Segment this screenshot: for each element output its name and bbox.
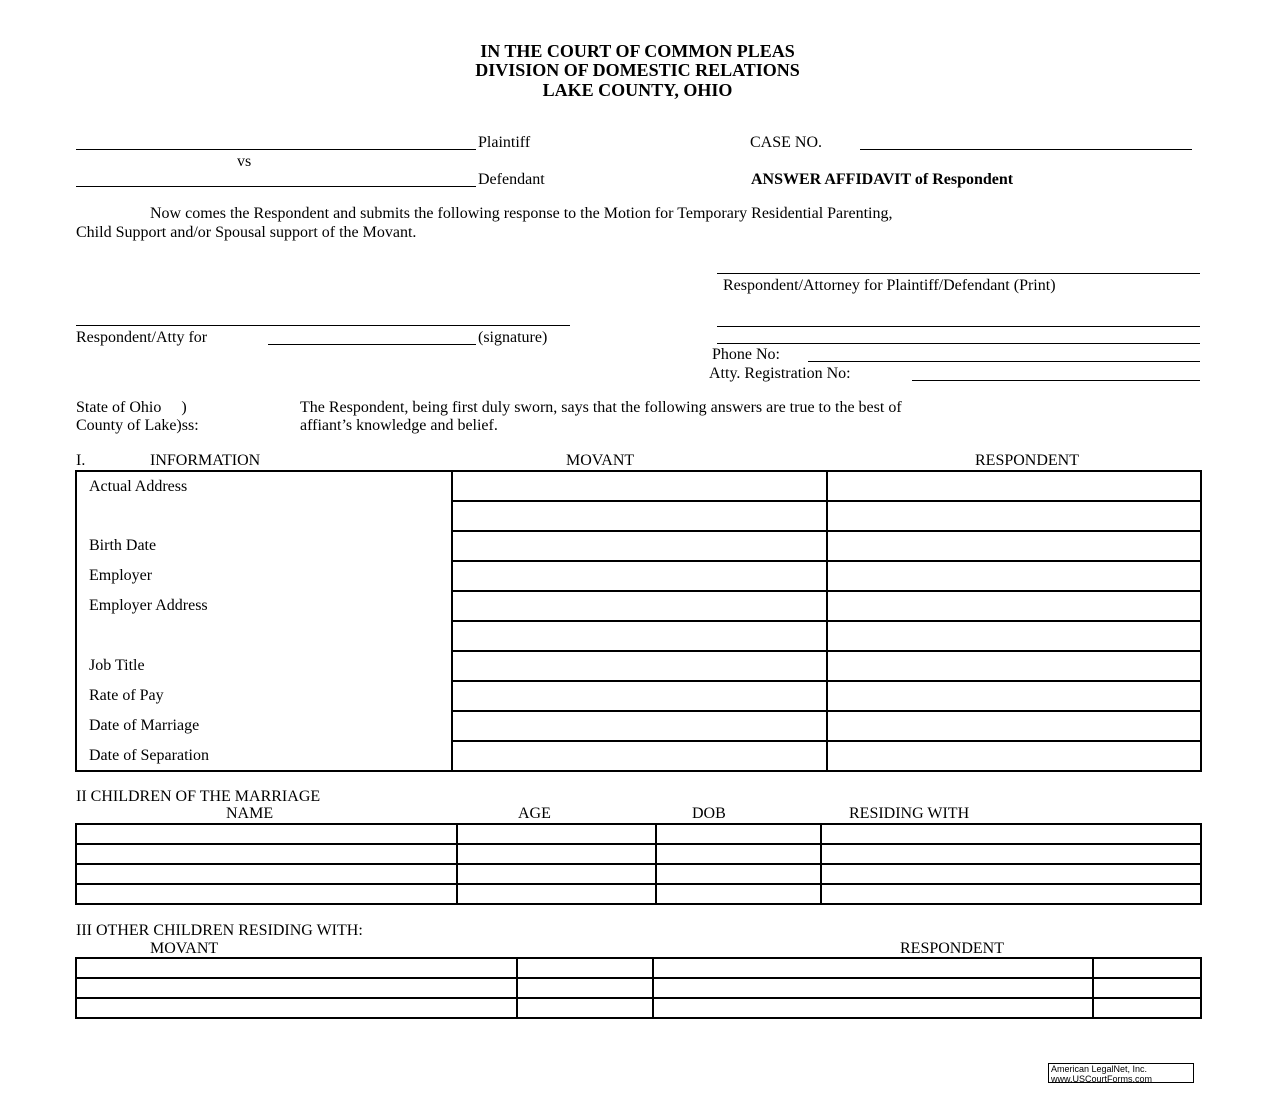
table-row: [76, 681, 1201, 711]
information-label-cell: [76, 681, 452, 711]
movant-child-name-cell[interactable]: [76, 978, 517, 998]
child-dob-cell[interactable]: [656, 884, 821, 904]
print-name-label: Respondent/Attorney for Plaintiff/Defendant (Print): [723, 277, 1056, 294]
table-row: [76, 884, 1201, 904]
table-row: [76, 864, 1201, 884]
information-table: [75, 470, 1202, 772]
child-residing-cell[interactable]: [821, 844, 1201, 864]
information-label: Actual Address: [89, 477, 188, 495]
information-label-cell: [76, 471, 452, 501]
child-residing-cell[interactable]: [821, 884, 1201, 904]
child-name-cell[interactable]: [76, 824, 457, 844]
section1-col-information: INFORMATION: [150, 452, 261, 469]
address-line-2[interactable]: [717, 343, 1200, 344]
movant-child-age-cell[interactable]: [517, 958, 653, 978]
information-label: Job Title: [89, 657, 145, 674]
movant-child-age-cell[interactable]: [517, 978, 653, 998]
movant-cell[interactable]: [452, 681, 827, 711]
division-title: DIVISION OF DOMESTIC RELATIONS: [475, 60, 800, 80]
movant-cell[interactable]: [452, 651, 827, 681]
respondent-child-age-cell[interactable]: [1093, 998, 1201, 1018]
table-row: [76, 978, 1201, 998]
respondent-cell[interactable]: [827, 471, 1201, 501]
information-label-cell: [76, 621, 452, 651]
table-row: [76, 471, 1201, 501]
section2-col-name: NAME: [226, 805, 274, 822]
child-residing-cell[interactable]: [821, 864, 1201, 884]
publisher-name: American LegalNet, Inc.: [1051, 1064, 1148, 1074]
information-label-cell: [76, 711, 452, 741]
intro-line-2: Child Support and/or Spousal support of the Movant.: [76, 224, 417, 241]
table-row: [76, 824, 1201, 844]
respondent-child-name-cell[interactable]: [653, 958, 1093, 978]
document-title: ANSWER AFFIDAVIT of Respondent: [751, 171, 1014, 188]
phone-label: Phone No:: [712, 346, 780, 363]
respondent-cell[interactable]: [827, 531, 1201, 561]
child-dob-cell[interactable]: [656, 824, 821, 844]
information-label-cell: [76, 531, 452, 561]
child-residing-cell[interactable]: [821, 824, 1201, 844]
information-label: Birth Date: [89, 537, 157, 554]
information-label: Employer Address: [89, 597, 208, 614]
section2-col-dob: DOB: [692, 805, 726, 822]
vs-label: vs: [237, 153, 252, 170]
information-label: Date of Separation: [89, 746, 209, 764]
respondent-cell[interactable]: [827, 561, 1201, 591]
county-title: LAKE COUNTY, OHIO: [542, 80, 733, 100]
movant-cell[interactable]: [452, 711, 827, 741]
respondent-atty-line[interactable]: [268, 344, 476, 345]
registration-label: Atty. Registration No:: [709, 365, 851, 382]
child-age-cell[interactable]: [457, 884, 656, 904]
movant-child-name-cell[interactable]: [76, 958, 517, 978]
movant-cell[interactable]: [452, 561, 827, 591]
respondent-atty-label: Respondent/Atty for: [76, 329, 208, 346]
movant-cell[interactable]: [452, 501, 827, 531]
respondent-cell[interactable]: [827, 621, 1201, 651]
respondent-child-name-cell[interactable]: [653, 978, 1093, 998]
information-label-cell: [76, 501, 452, 531]
plaintiff-name-line[interactable]: [76, 149, 476, 150]
section3-col-respondent: RESPONDENT: [900, 940, 1005, 957]
section1-col-movant: MOVANT: [566, 452, 635, 469]
table-row: [76, 844, 1201, 864]
registration-line[interactable]: [912, 380, 1200, 381]
state-label: State of Ohio ): [76, 399, 187, 416]
print-name-line[interactable]: [717, 273, 1200, 274]
case-no-label: CASE NO.: [750, 134, 823, 151]
table-row: [76, 531, 1201, 561]
intro-line-1: Now comes the Respondent and submits the following response to the Motion for Temporary Residential Parenting,: [150, 205, 893, 222]
section2-col-age: AGE: [518, 805, 551, 822]
respondent-cell[interactable]: [827, 741, 1201, 771]
respondent-cell[interactable]: [827, 651, 1201, 681]
information-label-cell: [76, 741, 452, 771]
table-row: [76, 591, 1201, 621]
information-label-cell: [76, 591, 452, 621]
child-age-cell[interactable]: [457, 824, 656, 844]
movant-cell[interactable]: [452, 531, 827, 561]
information-label: Rate of Pay: [89, 687, 164, 704]
defendant-name-line[interactable]: [76, 186, 476, 187]
section3-title: III OTHER CHILDREN RESIDING WITH:: [76, 922, 363, 939]
table-row: [76, 621, 1201, 651]
defendant-label: Defendant: [478, 171, 545, 188]
child-name-cell[interactable]: [76, 864, 457, 884]
table-row: [76, 958, 1201, 978]
respondent-child-age-cell[interactable]: [1093, 978, 1201, 998]
children-table: [75, 823, 1202, 905]
table-row: [76, 561, 1201, 591]
information-label-cell: [76, 561, 452, 591]
section3-col-movant: MOVANT: [150, 940, 219, 957]
publisher-url: www.USCourtForms.com: [1051, 1074, 1153, 1084]
table-row: [76, 998, 1201, 1018]
child-name-cell[interactable]: [76, 884, 457, 904]
table-row: [76, 651, 1201, 681]
publisher-stamp: [1048, 1063, 1194, 1083]
respondent-cell[interactable]: [827, 591, 1201, 621]
section2-col-residing: RESIDING WITH: [849, 805, 970, 822]
signature-label: (signature): [478, 329, 548, 346]
other-children-table: [75, 957, 1202, 1019]
section1-number: I.: [76, 452, 86, 469]
table-row: [76, 711, 1201, 741]
movant-cell[interactable]: [452, 621, 827, 651]
signature-line[interactable]: [76, 325, 570, 326]
movant-cell[interactable]: [452, 471, 827, 501]
movant-cell[interactable]: [452, 741, 827, 771]
child-dob-cell[interactable]: [656, 864, 821, 884]
movant-child-name-cell[interactable]: [76, 998, 517, 1018]
plaintiff-label: Plaintiff: [478, 134, 531, 151]
child-dob-cell[interactable]: [656, 844, 821, 864]
respondent-child-name-cell[interactable]: [653, 998, 1093, 1018]
section1-col-respondent: RESPONDENT: [975, 452, 1080, 469]
address-line-1[interactable]: [717, 326, 1200, 327]
child-name-cell[interactable]: [76, 844, 457, 864]
information-label-cell: [76, 651, 452, 681]
county-label: County of Lake)ss:: [76, 417, 199, 434]
information-label: Employer: [89, 567, 153, 584]
table-row: [76, 741, 1201, 771]
case-no-line[interactable]: [860, 149, 1192, 150]
information-label: Date of Marriage: [89, 717, 200, 734]
oath-line-2: affiant’s knowledge and belief.: [300, 417, 498, 434]
child-age-cell[interactable]: [457, 864, 656, 884]
oath-line-1: The Respondent, being first duly sworn, says that the following answers are true to the best of: [300, 399, 902, 416]
respondent-cell[interactable]: [827, 711, 1201, 741]
child-age-cell[interactable]: [457, 844, 656, 864]
section2-title: II CHILDREN OF THE MARRIAGE: [76, 788, 321, 805]
table-row: [76, 501, 1201, 531]
movant-child-age-cell[interactable]: [517, 998, 653, 1018]
respondent-child-age-cell[interactable]: [1093, 958, 1201, 978]
court-title: IN THE COURT OF COMMON PLEAS: [480, 41, 795, 61]
movant-cell[interactable]: [452, 591, 827, 621]
respondent-cell[interactable]: [827, 501, 1201, 531]
phone-line[interactable]: [808, 361, 1200, 362]
respondent-cell[interactable]: [827, 681, 1201, 711]
